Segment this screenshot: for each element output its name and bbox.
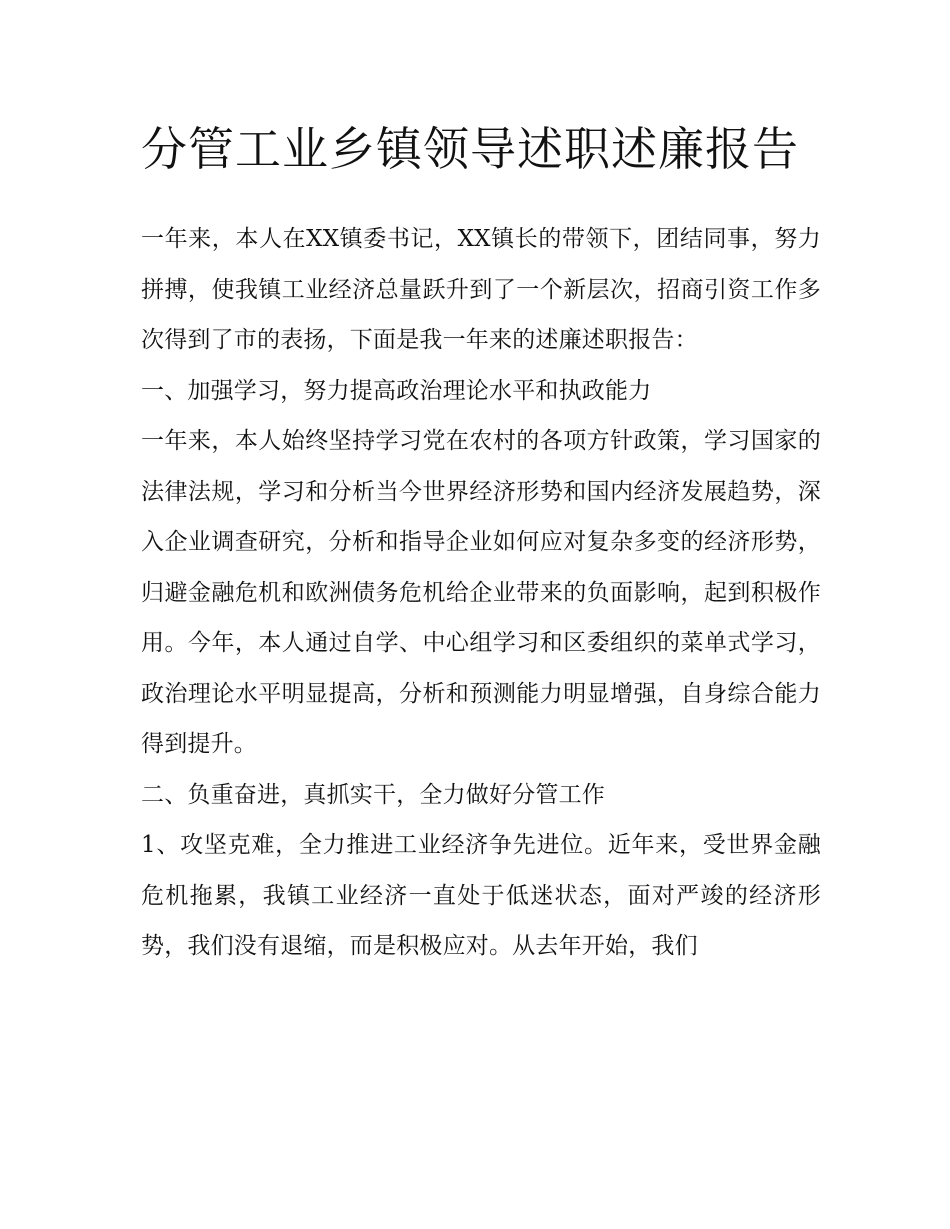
document-content: [141, 112, 821, 972]
section-heading-one: 一、加强学习，努力提高政治理论水平和执政能力: [141, 377, 652, 404]
section-one-paragraph: 一年来，本人始终坚持学习党在农村的各项方针政策，学习国家的法律法规，学习和分析当今世界经济形势和国内经济发展趋势，深入企业调查研究，分析和指导企业如何应对复杂多变的经济形势，归避金融危机和欧洲债务危机给企业带来的负面影响，起到积极作用。今年，本人通过自学、中心组学习和区委组织的菜单式学习，政治理论水平明显提高，分析和预测能力明显增强，自身综合能力得到提升。: [141, 428, 821, 757]
document-body: [141, 214, 821, 972]
intro-paragraph: 一年来，本人在XX镇委书记，XX镇长的带领下，团结同事，努力拼搏，使我镇工业经济总量跃升到了一个新层次，招商引资工作多次得到了市的表扬，下面是我一年来的述廉述职报告：: [141, 226, 821, 353]
document-title: 分管工业乡镇领导述职述廉报告: [141, 122, 799, 176]
section-two-paragraph: 1、攻坚克难，全力推进工业经济争先进位。近年来，受世界金融危机拖累，我镇工业经济一直处于低迷状态，面对严竣的经济形势，我们没有退缩，而是积极应对。从去年开始，我们: [141, 832, 821, 959]
section-heading-two: 二、负重奋进，真抓实干，全力做好分管工作: [141, 781, 605, 808]
